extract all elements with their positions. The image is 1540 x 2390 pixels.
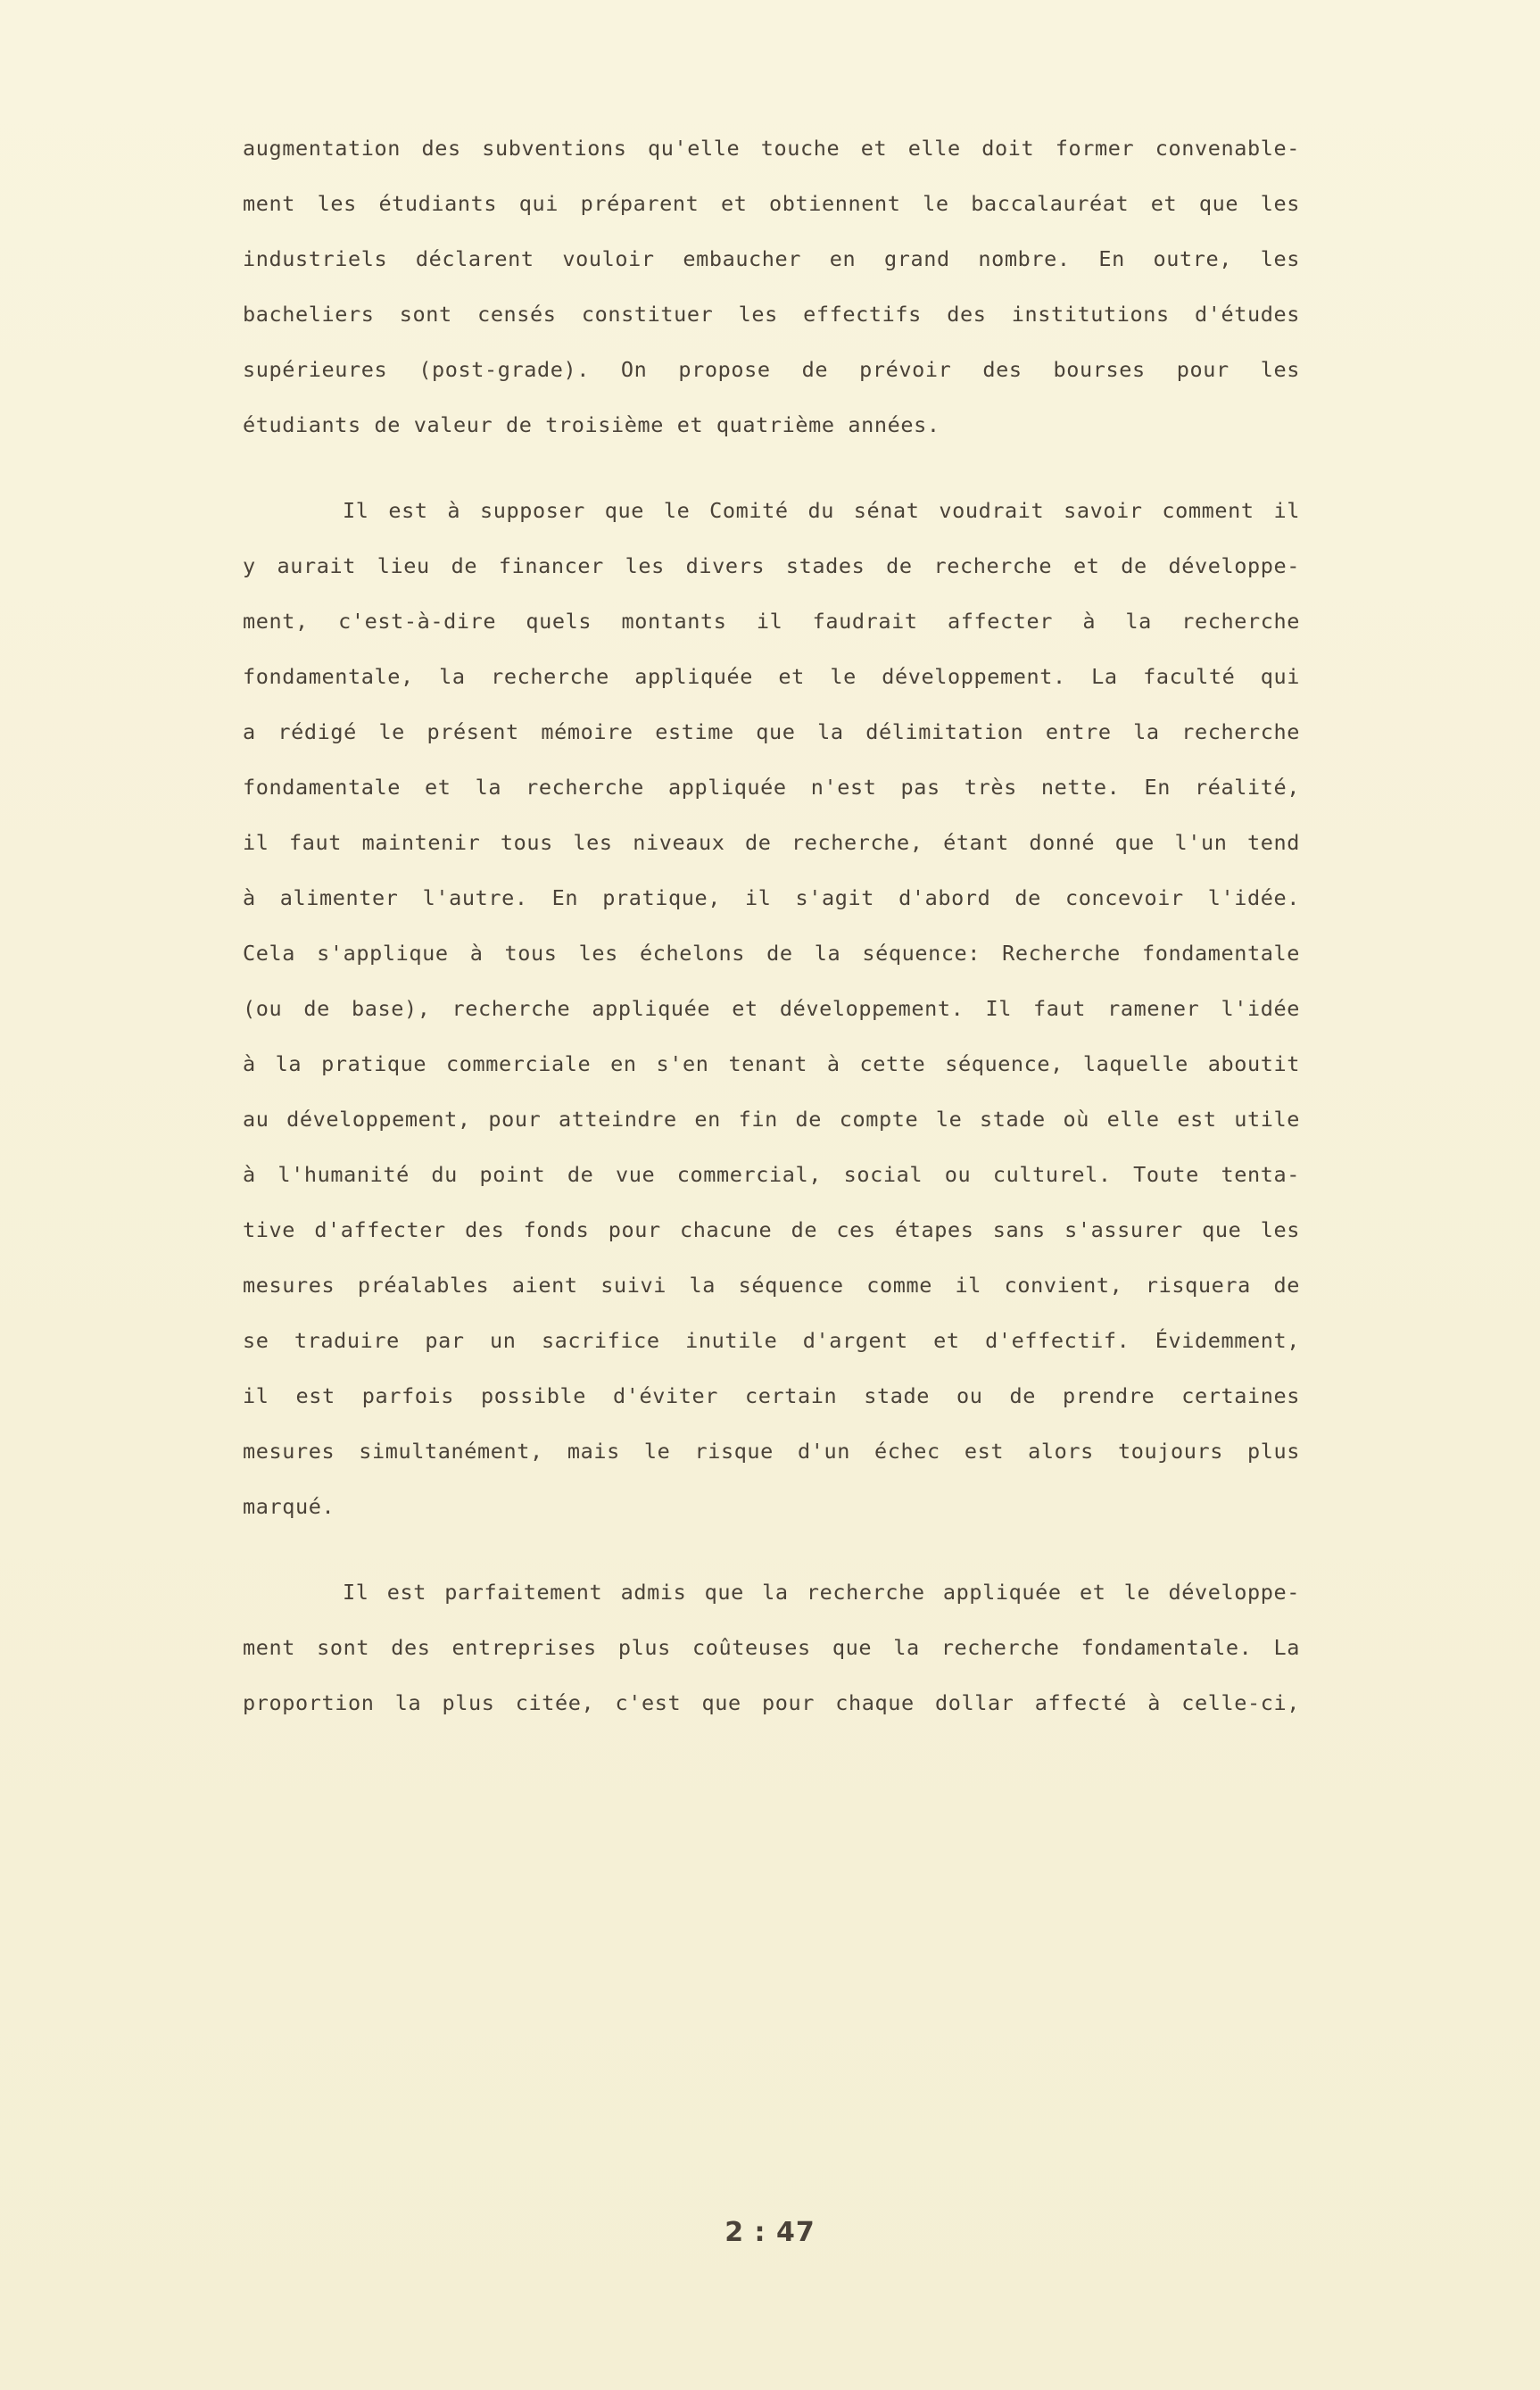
text-line: ment sont des entreprises plus coûteuses que la recherche fondamentale. La [243, 1635, 1300, 1660]
text-line: marqué. [243, 1494, 335, 1519]
text-line: se traduire par un sacrifice inutile d'argent et d'effectif. Évidemment, [243, 1328, 1300, 1353]
text-line: industriels déclarent vouloir embaucher en grand nombre. En outre, les [243, 246, 1300, 271]
text-line: proportion la plus citée, c'est que pour chaque dollar affecté à celle-ci, [243, 1690, 1300, 1715]
text-line: ment les étudiants qui préparent et obtiennent le baccalauréat et que les [243, 191, 1300, 216]
text-line: augmentation des subventions qu'elle touche et elle doit former convenable- [243, 136, 1300, 161]
text-line: fondamentale et la recherche appliquée n'est pas très nette. En réalité, [243, 775, 1300, 800]
text-line: a rédigé le présent mémoire estime que la délimitation entre la recherche [243, 719, 1300, 744]
text-line: supérieures (post-grade). On propose de prévoir des bourses pour les [243, 357, 1300, 382]
text-line: il est parfois possible d'éviter certain stade ou de prendre certaines [243, 1383, 1300, 1408]
text-line: il faut maintenir tous les niveaux de recherche, étant donné que l'un tend [243, 830, 1300, 855]
text-line: mesures préalables aient suivi la séquence comme il convient, risquera de [243, 1273, 1300, 1298]
text-line: Cela s'applique à tous les échelons de la séquence: Recherche fondamentale [243, 941, 1300, 966]
text-line: (ou de base), recherche appliquée et développement. Il faut ramener l'idée [243, 996, 1300, 1021]
text-line: y aurait lieu de financer les divers stades de recherche et de développe- [243, 553, 1300, 578]
text-line: à alimenter l'autre. En pratique, il s'agit d'abord de concevoir l'idée. [243, 885, 1300, 910]
body-text [243, 120, 1300, 1730]
text-line: mesures simultanément, mais le risque d'un échec est alors toujours plus [243, 1439, 1300, 1464]
text-line: fondamentale, la recherche appliquée et le développement. La faculté qui [243, 664, 1300, 689]
text-line: bacheliers sont censés constituer les effectifs des institutions d'études [243, 302, 1300, 327]
text-line: Il est parfaitement admis que la recherche appliquée et le développe- [343, 1580, 1300, 1605]
text-line: Il est à supposer que le Comité du sénat voudrait savoir comment il [343, 498, 1300, 523]
text-line: à la pratique commerciale en s'en tenant à cette séquence, laquelle aboutit [243, 1051, 1300, 1076]
page-number: 2 : 47 [724, 2217, 816, 2248]
text-line: tive d'affecter des fonds pour chacune de ces étapes sans s'assurer que les [243, 1217, 1300, 1242]
text-line: à l'humanité du point de vue commercial, social ou culturel. Toute tenta- [243, 1162, 1300, 1187]
text-line: étudiants de valeur de troisième et quatrième années. [243, 412, 940, 437]
text-line: au développement, pour atteindre en fin de compte le stade où elle est utile [243, 1107, 1300, 1132]
text-line: ment, c'est-à-dire quels montants il faudrait affecter à la recherche [243, 609, 1300, 634]
